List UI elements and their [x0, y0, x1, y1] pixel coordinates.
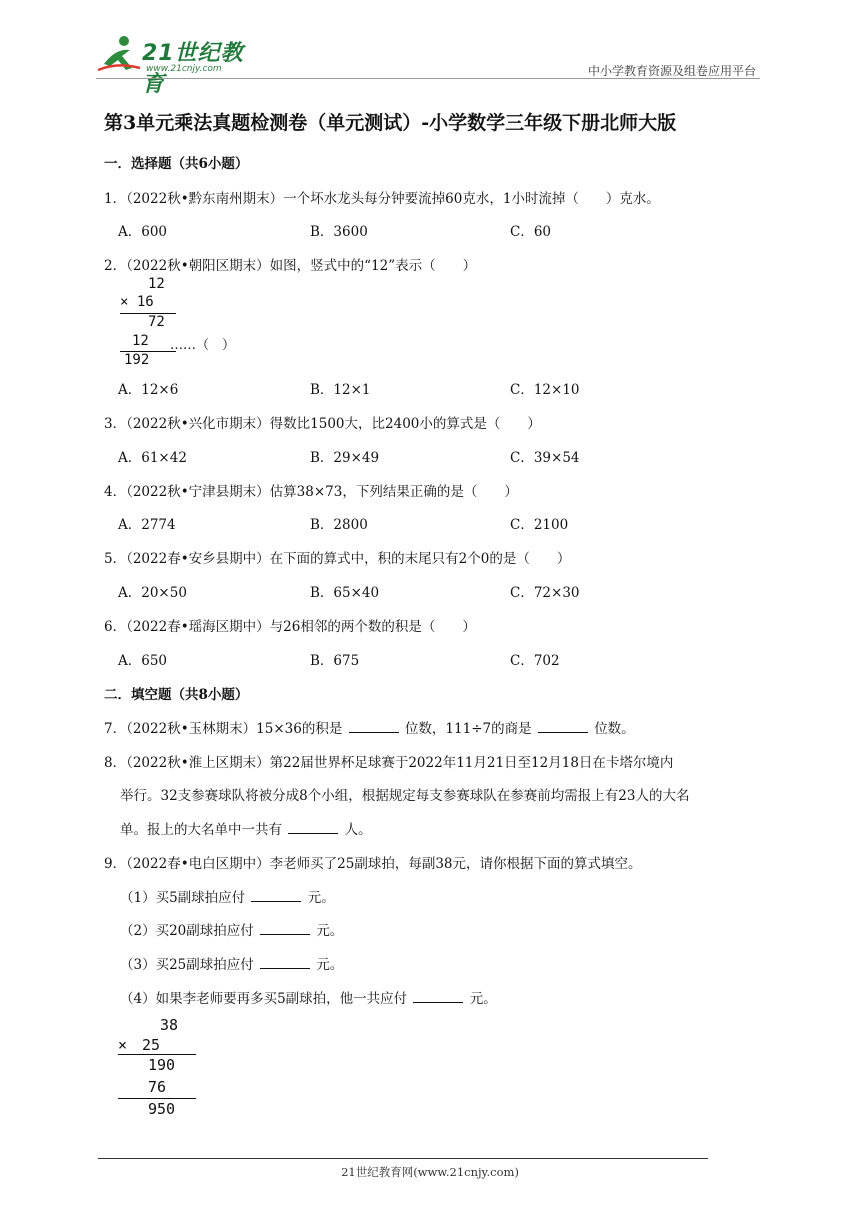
question-text — [120, 818, 372, 838]
option-b: B．12×1 — [310, 382, 371, 398]
question-part: （1）买5副球拍应付 — [120, 890, 246, 906]
option-b: B．675 — [310, 653, 360, 669]
question-part: 元。 — [469, 991, 497, 1007]
answer-blank[interactable] — [349, 720, 399, 733]
question-part: 元。 — [307, 890, 335, 906]
question-text — [104, 717, 635, 737]
page-title: 第3单元乘法真题检测卷（单元测试）-小学数学三年级下册北师大版 — [104, 112, 677, 134]
calc-row: 72 — [148, 314, 165, 330]
calc-row: × 16 — [120, 294, 154, 310]
vertical-multiplication — [116, 276, 266, 372]
sub-question — [120, 886, 335, 906]
logo-text: 21世纪教育 — [142, 41, 244, 97]
sub-question — [120, 953, 343, 973]
calc-rule — [118, 1054, 196, 1055]
page-footer: 21世纪教育网(www.21cnjy.com) — [341, 1165, 519, 1179]
calc-rule — [118, 1098, 196, 1099]
question-part: 7．（2022秋•玉林期末）15×36的积是 — [104, 721, 343, 737]
option-c: C．12×10 — [510, 382, 580, 398]
option-c: C．60 — [510, 224, 552, 240]
platform-name: 中小学教育资源及组卷应用平台 — [587, 64, 756, 78]
sub-question — [120, 919, 343, 939]
question-part: 人。 — [344, 822, 372, 838]
question-text: 9．（2022春•电白区期中）李老师买了25副球拍，每副38元，请你根据下面的算式填空。 — [104, 856, 642, 872]
question-text: 2．（2022秋•朝阳区期末）如图，竖式中的“12”表示（ ） — [104, 258, 477, 274]
option-a: A．20×50 — [118, 585, 187, 601]
question-part: 元。 — [316, 957, 344, 973]
page-header — [96, 34, 756, 97]
option-b: B．2800 — [310, 517, 368, 533]
calc-row: 38 — [160, 1016, 179, 1034]
option-c: C．2100 — [510, 517, 569, 533]
calc-note: ……（ ） — [170, 338, 236, 353]
option-b: B．29×49 — [310, 450, 380, 466]
footer-divider — [98, 1158, 708, 1159]
calc-row: 190 — [148, 1056, 176, 1074]
question-part: （4）如果李老师要再多买5副球拍，他一共应付 — [120, 991, 408, 1007]
question-part: 位数，111÷7的商是 — [404, 721, 532, 737]
logo — [96, 34, 266, 97]
question-part: 元。 — [316, 923, 344, 939]
option-b: B．65×40 — [310, 585, 380, 601]
question-text: 8．（2022秋•淮上区期末）第22届世界杯足球赛于2022年11月21日至12月18日在卡塔尔境内 — [104, 755, 674, 771]
sub-question — [120, 987, 497, 1007]
option-b: B．3600 — [310, 224, 368, 240]
header-divider — [96, 78, 760, 79]
calc-row: 12 — [148, 276, 165, 292]
logo-url: www.21cnjy.com — [146, 64, 222, 74]
answer-blank[interactable] — [260, 922, 310, 935]
section-heading: 一．选择题（共6小题） — [104, 156, 249, 172]
option-c: C．39×54 — [510, 450, 580, 466]
option-a: A．2774 — [118, 517, 176, 533]
calc-row: × 25 — [118, 1036, 161, 1054]
calc-row: 76 — [148, 1078, 167, 1096]
answer-blank[interactable] — [288, 821, 338, 834]
answer-blank[interactable] — [260, 956, 310, 969]
runner-logo-icon — [96, 34, 142, 74]
option-a: A．600 — [118, 224, 168, 240]
answer-blank[interactable] — [413, 990, 463, 1003]
option-c: C．72×30 — [510, 585, 580, 601]
option-a: A．650 — [118, 653, 168, 669]
option-a: A．61×42 — [118, 450, 187, 466]
answer-blank[interactable] — [251, 889, 301, 902]
calc-row: 950 — [148, 1100, 176, 1118]
calc-row: 12 — [132, 333, 149, 349]
question-text: 5．（2022春•安乡县期中）在下面的算式中，积的末尾只有2个0的是（ ） — [104, 551, 571, 567]
section-heading: 二．填空题（共8小题） — [104, 687, 249, 703]
vertical-multiplication — [116, 1016, 236, 1120]
question-text: 举行。32支参赛球队将被分成8个小组，根据规定每支参赛球队在参赛前均需报上有23人的大名 — [120, 788, 690, 804]
question-part: （2）买20副球拍应付 — [120, 923, 254, 939]
option-a: A．12×6 — [118, 382, 179, 398]
calc-row: 192 — [124, 352, 150, 368]
question-text: 3．（2022秋•兴化市期末）得数比1500大，比2400小的算式是（ ） — [104, 416, 541, 432]
question-part: （3）买25副球拍应付 — [120, 957, 254, 973]
question-text: 6．（2022春•瑶海区期中）与26相邻的两个数的积是（ ） — [104, 619, 476, 635]
question-part: 单。报上的大名单中一共有 — [120, 822, 282, 838]
answer-blank[interactable] — [538, 720, 588, 733]
option-c: C．702 — [510, 653, 560, 669]
question-text: 1．（2022秋•黔东南州期末）一个坏水龙头每分钟要流掉60克水，1小时流掉（ ）克水。 — [104, 191, 660, 207]
question-text: 4．（2022秋•宁津县期末）估算38×73，下列结果正确的是（ ） — [104, 484, 518, 500]
question-part: 位数。 — [594, 721, 635, 737]
